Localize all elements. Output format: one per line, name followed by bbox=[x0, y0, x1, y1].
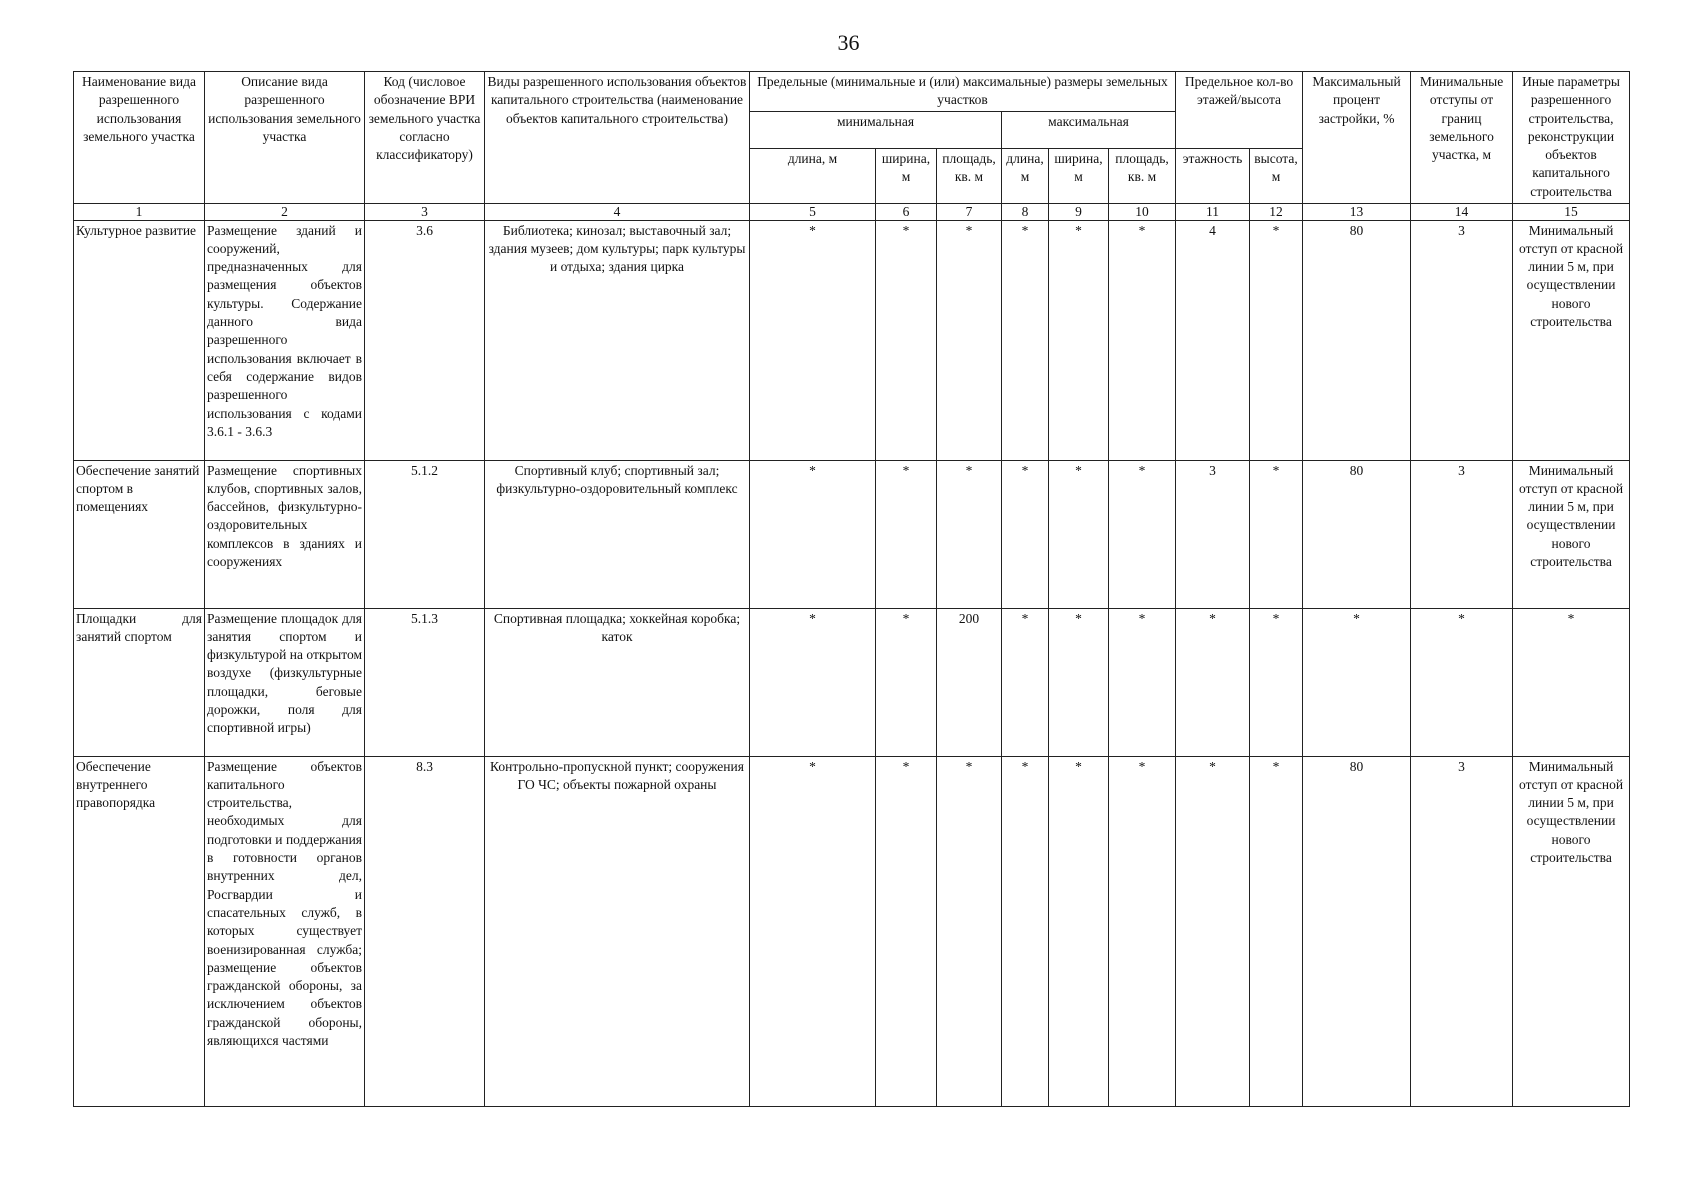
cell-max-width: * bbox=[1049, 756, 1109, 1106]
column-number: 9 bbox=[1049, 203, 1109, 220]
cell-max-width: * bbox=[1049, 460, 1109, 608]
header-min-length: длина, м bbox=[750, 148, 876, 203]
cell-min-width: * bbox=[876, 220, 937, 460]
cell-max-width: * bbox=[1049, 608, 1109, 756]
cell-coverage: * bbox=[1303, 608, 1411, 756]
cell-objects: Спортивный клуб; спортивный зал; физкультурно-оздоровительный комплекс bbox=[485, 460, 750, 608]
cell-min-width: * bbox=[876, 608, 937, 756]
cell-height: * bbox=[1250, 220, 1303, 460]
header-floors-height-limit: Предельное кол-во этажей/высота bbox=[1176, 72, 1303, 149]
table-row bbox=[74, 756, 1630, 1106]
header-maximum: максимальная bbox=[1002, 111, 1176, 148]
column-number: 15 bbox=[1513, 203, 1630, 220]
cell-min-width: * bbox=[876, 756, 937, 1106]
cell-other-params: Минимальный отступ от красной линии 5 м, при осуществлении нового строительства bbox=[1513, 460, 1630, 608]
cell-objects: Спортивная площадка; хоккейная коробка; каток bbox=[485, 608, 750, 756]
cell-height: * bbox=[1250, 608, 1303, 756]
table-row bbox=[74, 460, 1630, 608]
cell-use-name: Обеспечение занятий спортом в помещениях bbox=[74, 460, 205, 608]
header-other-parameters: Иные параметры разрешенного строительства, реконструкции объектов капитального строительства bbox=[1513, 72, 1630, 204]
column-number: 4 bbox=[485, 203, 750, 220]
cell-objects: Библиотека; кинозал; выставочный зал; здания музеев; дом культуры; парк культуры и отдыха; здания цирка bbox=[485, 220, 750, 460]
column-number: 2 bbox=[205, 203, 365, 220]
cell-min-length: * bbox=[750, 220, 876, 460]
table-row bbox=[74, 608, 1630, 756]
cell-max-length: * bbox=[1002, 608, 1049, 756]
cell-description: Размещение объектов капитального строительства, необходимых для подготовки и поддержания в готовности органов внутренних дел, Росгвардии и спасательных служб, в которых существует военизированная служба; размещение объектов гражданской обороны, за исключением объектов гражданской обороны, являющихся частями bbox=[205, 756, 365, 1106]
cell-max-area: * bbox=[1109, 460, 1176, 608]
header-max-area: площадь, кв. м bbox=[1109, 148, 1176, 203]
cell-code: 8.3 bbox=[365, 756, 485, 1106]
cell-setback: 3 bbox=[1411, 756, 1513, 1106]
header-max-width: ширина, м bbox=[1049, 148, 1109, 203]
column-number: 8 bbox=[1002, 203, 1049, 220]
cell-height: * bbox=[1250, 756, 1303, 1106]
table-row bbox=[74, 220, 1630, 460]
cell-use-name: Культурное развитие bbox=[74, 220, 205, 460]
cell-description: Размещение спортивных клубов, спортивных залов, бассейнов, физкультурно-оздоровительных комплексов в зданиях и сооружениях bbox=[205, 460, 365, 608]
cell-min-length: * bbox=[750, 608, 876, 756]
cell-max-area: * bbox=[1109, 220, 1176, 460]
cell-setback: 3 bbox=[1411, 460, 1513, 608]
cell-floors: 3 bbox=[1176, 460, 1250, 608]
column-number: 1 bbox=[74, 203, 205, 220]
cell-coverage: 80 bbox=[1303, 220, 1411, 460]
column-number: 12 bbox=[1250, 203, 1303, 220]
header-min-setbacks: Минимальные отступы от границ земельного участка, м bbox=[1411, 72, 1513, 204]
column-number: 13 bbox=[1303, 203, 1411, 220]
page-number: 36 bbox=[837, 30, 860, 55]
cell-use-name: Площадки для занятий спортом bbox=[74, 608, 205, 756]
cell-floors: * bbox=[1176, 608, 1250, 756]
cell-min-length: * bbox=[750, 460, 876, 608]
cell-min-width: * bbox=[876, 460, 937, 608]
cell-max-width: * bbox=[1049, 220, 1109, 460]
zoning-regulations-table bbox=[73, 71, 1630, 1107]
column-number: 5 bbox=[750, 203, 876, 220]
cell-other-params: Минимальный отступ от красной линии 5 м, при осуществлении нового строительства bbox=[1513, 756, 1630, 1106]
cell-max-area: * bbox=[1109, 756, 1176, 1106]
cell-objects: Контрольно-пропускной пункт; сооружения ГО ЧС; объекты пожарной охраны bbox=[485, 756, 750, 1106]
cell-other-params: * bbox=[1513, 608, 1630, 756]
cell-use-name: Обеспечение внутреннего правопорядка bbox=[74, 756, 205, 1106]
cell-floors: * bbox=[1176, 756, 1250, 1106]
cell-min-area: * bbox=[937, 460, 1002, 608]
cell-description: Размещение площадок для занятия спортом и физкультурой на открытом воздухе (физкультурные площадки, беговые дорожки, поля для спортивной игры) bbox=[205, 608, 365, 756]
header-permitted-use-name: Наименование вида разрешенного использования земельного участка bbox=[74, 72, 205, 204]
column-number-row bbox=[74, 203, 1630, 220]
header-height: высота, м bbox=[1250, 148, 1303, 203]
column-number: 11 bbox=[1176, 203, 1250, 220]
cell-code: 5.1.2 bbox=[365, 460, 485, 608]
cell-other-params: Минимальный отступ от красной линии 5 м, при осуществлении нового строительства bbox=[1513, 220, 1630, 460]
header-construction-objects: Виды разрешенного использования объектов капитального строительства (наименование объектов капитального строительства) bbox=[485, 72, 750, 204]
cell-max-area: * bbox=[1109, 608, 1176, 756]
header-min-width: ширина, м bbox=[876, 148, 937, 203]
cell-floors: 4 bbox=[1176, 220, 1250, 460]
cell-code: 5.1.3 bbox=[365, 608, 485, 756]
cell-height: * bbox=[1250, 460, 1303, 608]
header-max-coverage: Максимальный процент застройки, % bbox=[1303, 72, 1411, 204]
cell-max-length: * bbox=[1002, 756, 1049, 1106]
cell-code: 3.6 bbox=[365, 220, 485, 460]
cell-coverage: 80 bbox=[1303, 756, 1411, 1106]
column-number: 6 bbox=[876, 203, 937, 220]
cell-min-area: 200 bbox=[937, 608, 1002, 756]
cell-min-area: * bbox=[937, 220, 1002, 460]
column-number: 10 bbox=[1109, 203, 1176, 220]
header-minimum: минимальная bbox=[750, 111, 1002, 148]
header-use-code: Код (числовое обозначение ВРИ земельного участка согласно классификатору) bbox=[365, 72, 485, 204]
column-number: 3 bbox=[365, 203, 485, 220]
cell-max-length: * bbox=[1002, 220, 1049, 460]
column-number: 7 bbox=[937, 203, 1002, 220]
cell-description: Размещение зданий и сооружений, предназначенных для размещения объектов культуры. Содержание данного вида разрешенного использования включает в себя содержание видов разрешенного использования с кодами 3.6.1 - 3.6.3 bbox=[205, 220, 365, 460]
header-plot-size-limits: Предельные (минимальные и (или) максимальные) размеры земельных участков bbox=[750, 72, 1176, 112]
cell-min-length: * bbox=[750, 756, 876, 1106]
cell-coverage: 80 bbox=[1303, 460, 1411, 608]
header-max-length: длина, м bbox=[1002, 148, 1049, 203]
header-min-area: площадь, кв. м bbox=[937, 148, 1002, 203]
cell-max-length: * bbox=[1002, 460, 1049, 608]
column-number: 14 bbox=[1411, 203, 1513, 220]
cell-setback: * bbox=[1411, 608, 1513, 756]
cell-min-area: * bbox=[937, 756, 1002, 1106]
header-use-description: Описание вида разрешенного использования земельного участка bbox=[205, 72, 365, 204]
header-floors: этажность bbox=[1176, 148, 1250, 203]
cell-setback: 3 bbox=[1411, 220, 1513, 460]
